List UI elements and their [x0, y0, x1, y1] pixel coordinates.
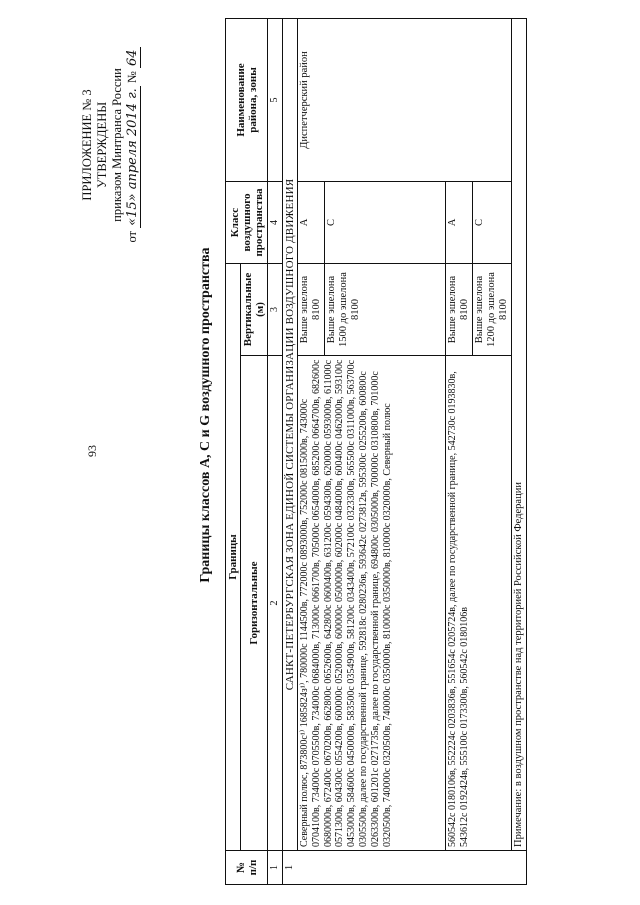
- col-vertical-header: Вертикальные (м): [241, 264, 268, 356]
- index-row: [268, 19, 283, 885]
- zone-row: [283, 19, 298, 885]
- order-label: приказом Минтранса России: [110, 68, 124, 222]
- handwritten-number: 64: [125, 49, 140, 67]
- airspace-class: C: [325, 182, 446, 264]
- zone-header: САНКТ-ПЕТЕРБУРГСКАЯ ЗОНА ЕДИНОЙ СИСТЕМЫ ОРГАНИЗАЦИИ ВОЗДУШНОГО ДВИЖЕНИЯ: [283, 19, 298, 851]
- vertical-bounds: Выше эшелона 1500 до эшелона 8100: [325, 264, 446, 356]
- index-cell: 4: [268, 182, 283, 264]
- appendix-label: ПРИЛОЖЕНИЕ № 3: [80, 89, 94, 201]
- col-bounds-header: Границы: [226, 264, 241, 851]
- approved-label: УТВЕРЖДЕНЫ: [95, 101, 109, 189]
- col-name-header: Наименование района, зоны: [226, 19, 268, 182]
- col-class-header: Класс воздушного пространства: [226, 182, 268, 264]
- handwritten-date: «15» апреля 2014 г.: [125, 88, 140, 226]
- index-cell: 3: [268, 264, 283, 356]
- airspace-class: A: [298, 182, 325, 264]
- col-horizontal-header: Горизонтальные: [241, 356, 268, 851]
- horizontal-bounds-1: Северный полюс, 873800с¹⁾ 1685824з¹⁾, 780000с 1144500в, 772000с 0893000в, 752000с 0815000в, 743000с 0704100в, 734000с 0705500в, 734000с 0684000в, 713000с 0661700в, 705000с 0654000в, 685200с 0664700в, 682600с 0680000в, 672400с 0670200в, 662800с 0652600в, 642800с 0600400в, 631200с 0594300в, 620000с 0593000в, 611000с 0571300в, 604300с 0554200в, 600000с 0520000в, 600000с 0500000в, 602000с 0484000в, 600400с 0462000в, 593100с 0453000в, 584600с 0450000в, 583500с 0354900в, 581200с 0343400в, 572100с 0323300в, 565500с 0311000в, 563700с 0305500в, далее по государственной границе, 592818с 0280236в, 593642с 0273812в, 595300с 0255200в, 600800с 0263300в, 601201с 0271735в, далее по государственной границе, 694800с 0305000в, 700000с 0310800в, 701000с 0320500в, 740000с 0320500в, 740000с 0350000в, 810000с 0350000в, 810000с 0320000в, Северный полюс: [298, 356, 446, 851]
- airspace-class: A: [446, 182, 473, 264]
- header-row-1: [226, 19, 241, 885]
- airspace-table: [225, 18, 527, 885]
- index-cell: 1: [268, 851, 283, 885]
- vertical-bounds: Выше эшелона 8100: [446, 264, 473, 356]
- region-name: Диспетчерский район: [298, 19, 512, 182]
- order-date-line: [125, 25, 140, 265]
- airspace-class: C: [473, 182, 512, 264]
- horizontal-bounds-2: 560542с 0180106в, 552224с 0203836в, 551654с 0205724в, далее по государственной границе, 542730с 0193830в, 543612с 0192424в, 555100с 0173300в, 560542с 0180106в: [446, 356, 512, 851]
- appendix-header: [80, 25, 140, 265]
- note-row: [512, 19, 527, 885]
- number-prefix: №: [125, 71, 139, 84]
- index-cell: 5: [268, 19, 283, 182]
- document-title: Границы классов А, С и G воздушного пространства: [198, 247, 213, 583]
- row-number: 1: [283, 851, 527, 885]
- date-prefix: от: [125, 230, 139, 243]
- table-row: [298, 19, 325, 885]
- vertical-bounds: Выше эшелона 1200 до эшелона 8100: [473, 264, 512, 356]
- index-cell: 2: [268, 356, 283, 851]
- col-number-header: № п/п: [226, 851, 268, 885]
- page-number: 93: [85, 445, 99, 457]
- vertical-bounds: Выше эшелона 8100: [298, 264, 325, 356]
- table-note: Примечание: в воздушном пространстве над территорией Российской Федерации: [512, 19, 527, 851]
